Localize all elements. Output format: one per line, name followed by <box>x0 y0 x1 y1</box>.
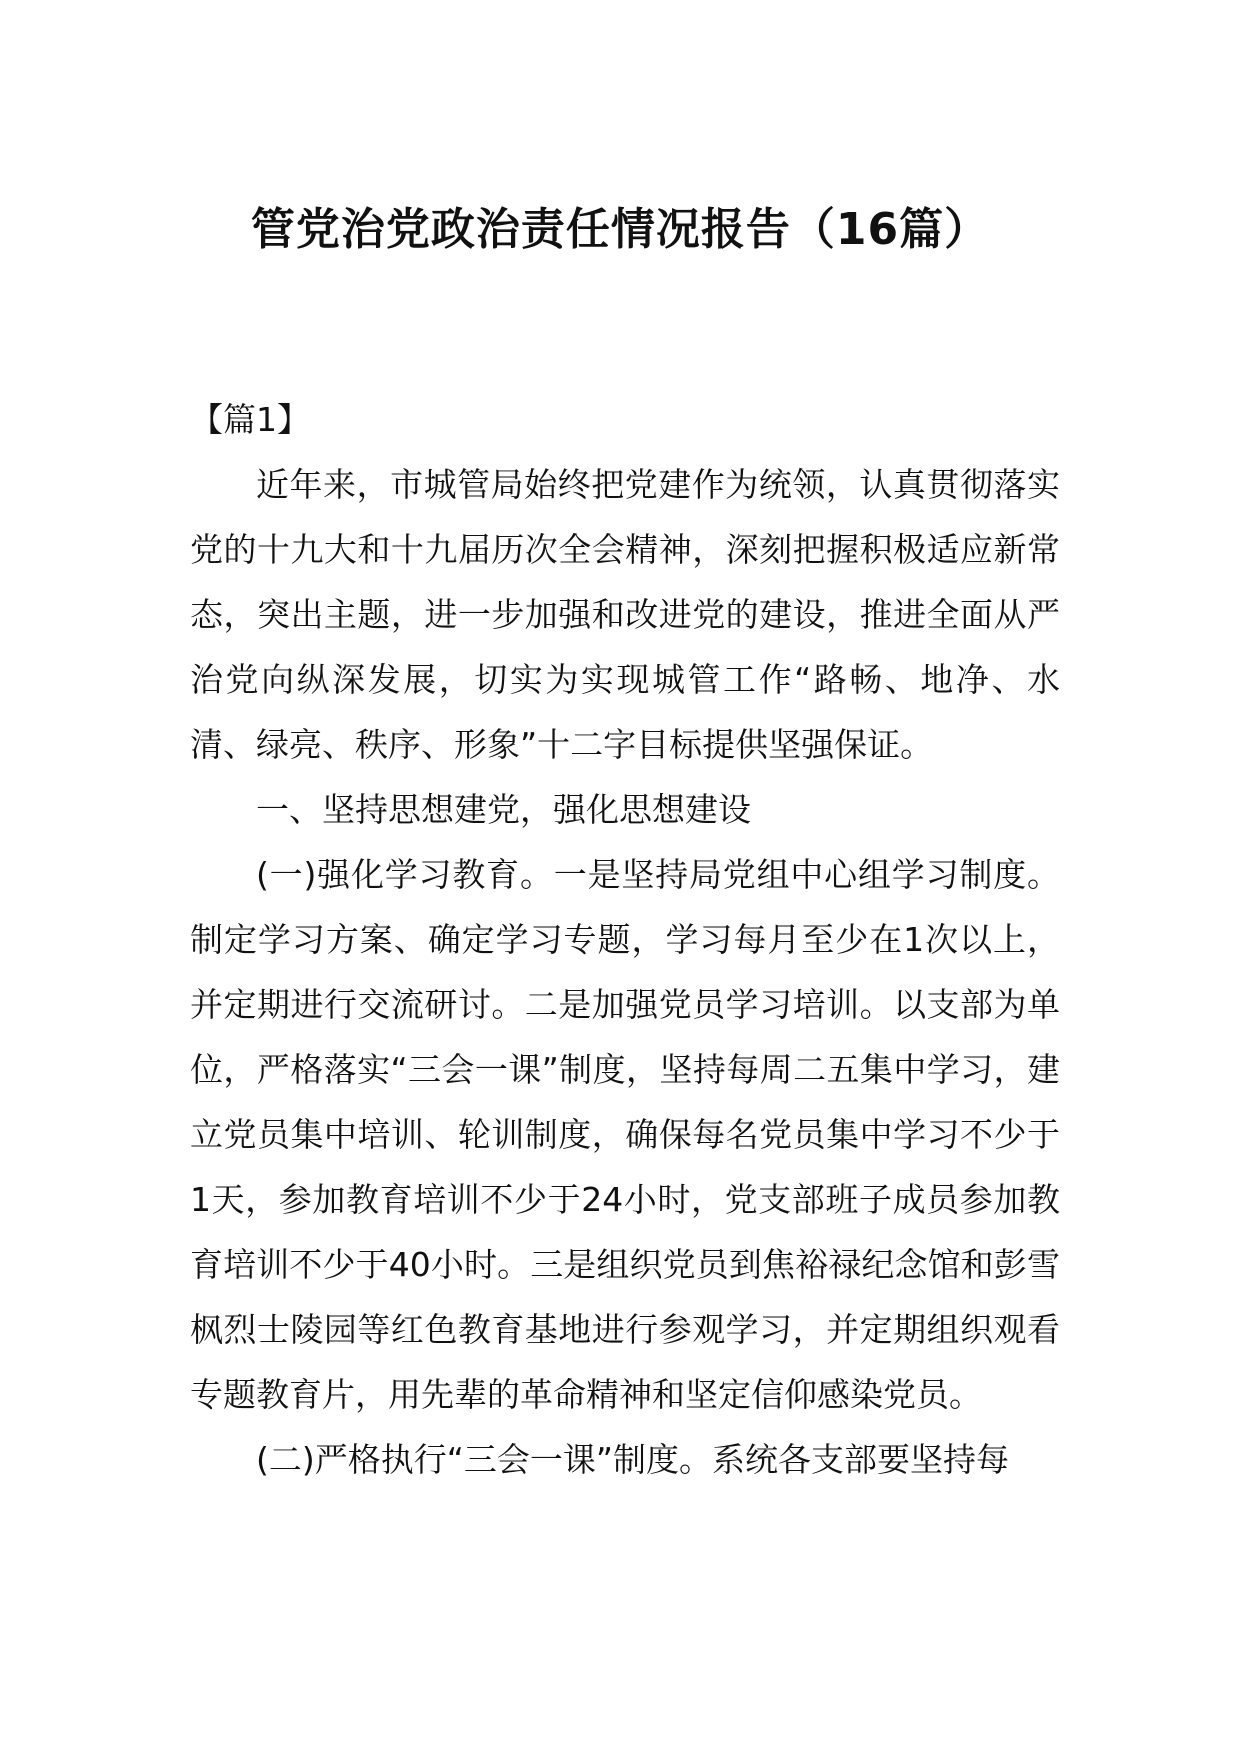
document-title: 管党治党政治责任情况报告（16篇） <box>250 204 990 255</box>
document-body <box>190 387 1060 1492</box>
paragraph-intro: 近年来，市城管局始终把党建作为统领，认真贯彻落实党的十九大和十九届历次全会精神，深刻把握积极适应新常态，突出主题，进一步加强和改进党的建设，推进全面从严治党向纵深发展，切实为实现城管工作“路畅、地净、水清、绿亮、秩序、形象”十二字目标提供坚强保证。 <box>190 465 1060 764</box>
section-tag: 【篇1】 <box>190 400 310 439</box>
paragraph-three-meetings: (二)严格执行“三会一课”制度。系统各支部要坚持每 <box>256 1440 1009 1479</box>
paragraph-study-education: (一)强化学习教育。一是坚持局党组中心组学习制度。制定学习方案、确定学习专题，学习每月至少在1次以上，并定期进行交流研讨。二是加强党员学习培训。以支部为单位，严格落实“三会一课”制度，坚持每周二五集中学习，建立党员集中培训、轮训制度，确保每名党员集中学习不少于1天，参加教育培训不少于24小时，党支部班子成员参加教育培训不少于40小时。三是组织党员到焦裕禄纪念馆和彭雪枫烈士陵园等红色教育基地进行参观学习，并定期组织观看专题教育片，用先辈的革命精神和坚定信仰感染党员。 <box>190 855 1060 1414</box>
heading-section-one: 一、坚持思想建党，强化思想建设 <box>256 790 751 829</box>
